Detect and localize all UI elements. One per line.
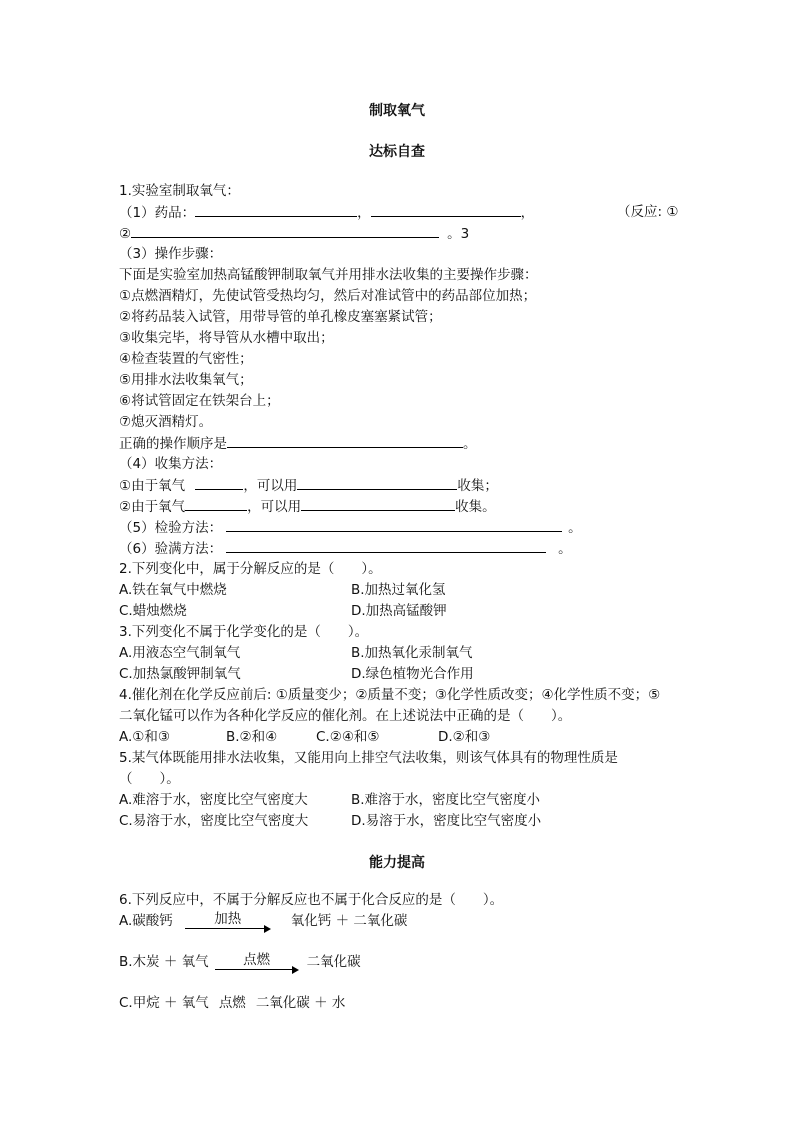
q1-stem: 1.实验室制取氧气： bbox=[119, 183, 240, 199]
q1-test-line bbox=[119, 517, 582, 538]
q5-stem-line-1: 5.某气体既能用排水法收集，又能用向上排空气法收集，则该气体具有的物理性质是 bbox=[119, 750, 618, 766]
q4-option-b[interactable]: B.②和④ bbox=[226, 729, 278, 745]
q1-collect-line-1 bbox=[119, 475, 498, 496]
q1-test-label: （5）检验方法： bbox=[119, 520, 223, 536]
q6-a-product: 氧化钙 ＋ 二氧化碳 bbox=[290, 913, 408, 929]
q6-option-c[interactable] bbox=[119, 993, 345, 1013]
q5-option-b[interactable]: B.难溶于水，密度比空气密度小 bbox=[351, 792, 541, 808]
q1-full-label: （6）验满方法： bbox=[119, 541, 223, 557]
q1-full-blank[interactable] bbox=[226, 538, 546, 553]
q1-order-label: 正确的操作顺序是 bbox=[119, 436, 227, 452]
q6-c-condition: 点燃 bbox=[218, 995, 246, 1011]
q6-b-condition: 点燃 bbox=[243, 952, 271, 968]
q1-collect-2-a: ②由于氧气 bbox=[119, 499, 186, 515]
q6-b-reactants: B.木炭 ＋ 氧气 bbox=[119, 954, 209, 970]
q1-order-end: 。 bbox=[463, 436, 477, 452]
q1-steps-heading: （3）操作步骤： bbox=[119, 246, 223, 262]
q1-collect-2-blank-b[interactable] bbox=[301, 496, 455, 511]
q1-test-blank[interactable] bbox=[226, 517, 562, 532]
section-heading-ability: 能力提高 bbox=[369, 855, 425, 871]
q6-b-arrow bbox=[215, 952, 299, 972]
q2-option-c[interactable]: C.蜡烛燃烧 bbox=[119, 603, 187, 619]
q1-collect-line-2 bbox=[119, 496, 496, 517]
q1-full-end: 。 bbox=[558, 541, 572, 557]
q1-reaction-label: （反应: ① bbox=[617, 204, 679, 220]
document-title: 制取氧气 bbox=[369, 103, 425, 119]
q1-drugs-end: ， bbox=[520, 205, 535, 221]
q2-stem: 2.下列变化中，属于分解反应的是（ ）。 bbox=[119, 561, 382, 577]
q5-option-a[interactable]: A.难溶于水，密度比空气密度大 bbox=[119, 792, 308, 808]
q6-c-reactants: C.甲烷 ＋ 氧气 bbox=[119, 995, 209, 1011]
q3-option-b[interactable]: B.加热氧化汞制氧气 bbox=[351, 645, 473, 661]
q6-stem: 6.下列反应中，不属于分解反应也不属于化合反应的是（ ）。 bbox=[119, 892, 504, 908]
arrow-head-icon bbox=[264, 925, 271, 933]
q4-option-d[interactable]: D.②和③ bbox=[438, 729, 491, 745]
q5-option-c[interactable]: C.易溶于水，密度比空气密度大 bbox=[119, 813, 309, 829]
q1-drug-blank-2[interactable] bbox=[371, 202, 521, 217]
q1-collect-2-c: 收集。 bbox=[455, 499, 496, 515]
q3-stem: 3.下列变化不属于化学变化的是（ ）。 bbox=[119, 624, 369, 640]
q6-option-a[interactable] bbox=[119, 911, 407, 931]
q3-option-d[interactable]: D.绿色植物光合作用 bbox=[351, 666, 474, 682]
q1-collect-1-blank-b[interactable] bbox=[297, 475, 457, 490]
q5-option-d[interactable]: D.易溶于水，密度比空气密度小 bbox=[351, 813, 542, 829]
q1-test-end: 。 bbox=[568, 520, 582, 536]
q1-collect-1-c: 收集； bbox=[457, 478, 498, 494]
q1-collect-1-a: ①由于氧气 bbox=[119, 478, 190, 494]
q1-drug-blank-1[interactable] bbox=[195, 202, 357, 217]
q6-a-arrow bbox=[185, 911, 271, 931]
q3-option-a[interactable]: A.用液态空气制氧气 bbox=[119, 645, 241, 661]
arrow-head-icon bbox=[292, 966, 299, 974]
q1-order-blank[interactable] bbox=[227, 433, 463, 448]
q6-a-reactant: A.碳酸钙 bbox=[119, 913, 173, 929]
q1-collect-1-blank-a[interactable] bbox=[195, 475, 243, 490]
q1-reaction-marker: ② bbox=[119, 226, 132, 242]
q1-collect-2-blank-a[interactable] bbox=[185, 496, 247, 511]
arrow-shaft bbox=[185, 928, 265, 929]
q1-step-6: ⑥将试管固定在铁架台上； bbox=[119, 393, 280, 409]
q4-stem-line-2: 二氧化锰可以作为各种化学反应的催化剂。在上述说法中正确的是（ ）。 bbox=[119, 708, 572, 724]
q5-stem-line-2: （ ）。 bbox=[119, 771, 180, 787]
q1-reaction-end: 。3 bbox=[447, 226, 470, 242]
q1-drugs-label: （1）药品： bbox=[119, 205, 196, 221]
q1-collect-2-b: ，可以用 bbox=[247, 499, 302, 515]
arrow-shaft bbox=[215, 969, 293, 970]
q1-reaction-blank[interactable] bbox=[131, 223, 439, 238]
q4-stem-line-1: 4.催化剂在化学反应前后: ①质量变少；②质量不变；③化学性质改变；④化学性质不变；⑤ bbox=[119, 687, 661, 703]
section-heading-self-check: 达标自查 bbox=[369, 144, 425, 160]
q6-c-products: 二氧化碳 ＋ 水 bbox=[255, 995, 346, 1011]
q6-b-product: 二氧化碳 bbox=[306, 954, 361, 970]
q2-option-d[interactable]: D.加热高锰酸钾 bbox=[351, 603, 447, 619]
q1-full-line bbox=[119, 538, 572, 559]
q6-a-condition: 加热 bbox=[214, 911, 242, 927]
q2-option-a[interactable]: A.铁在氧气中燃烧 bbox=[119, 582, 227, 598]
q1-drugs-separator: ， bbox=[357, 205, 371, 221]
q3-option-c[interactable]: C.加热氯酸钾制氧气 bbox=[119, 666, 241, 682]
q1-collect-heading: （4）收集方法： bbox=[119, 456, 223, 472]
q1-reaction-line bbox=[119, 223, 469, 244]
q1-order-line bbox=[119, 433, 477, 454]
q1-step-3: ③收集完毕，将导管从水槽中取出； bbox=[119, 330, 334, 346]
q1-step-1: ①点燃酒精灯，先使试管受热均匀，然后对准试管中的药品部位加热； bbox=[119, 288, 537, 304]
q4-option-c[interactable]: C.②④和⑤ bbox=[316, 729, 380, 745]
q1-steps-intro: 下面是实验室加热高锰酸钾制取氧气并用排水法收集的主要操作步骤： bbox=[119, 267, 538, 283]
q1-step-5: ⑤用排水法收集氧气； bbox=[119, 372, 253, 388]
q6-option-b[interactable] bbox=[119, 952, 361, 972]
q1-step-4: ④检查装置的气密性； bbox=[119, 351, 253, 367]
q1-step-2: ②将药品装入试管，用带导管的单孔橡皮塞塞紧试管； bbox=[119, 309, 442, 325]
q1-collect-1-b: ，可以用 bbox=[243, 478, 298, 494]
q2-option-b[interactable]: B.加热过氧化氢 bbox=[351, 582, 446, 598]
q4-option-a[interactable]: A.①和③ bbox=[119, 729, 170, 745]
q1-step-7: ⑦熄灭酒精灯。 bbox=[119, 414, 213, 430]
q1-drugs-line bbox=[119, 202, 534, 223]
